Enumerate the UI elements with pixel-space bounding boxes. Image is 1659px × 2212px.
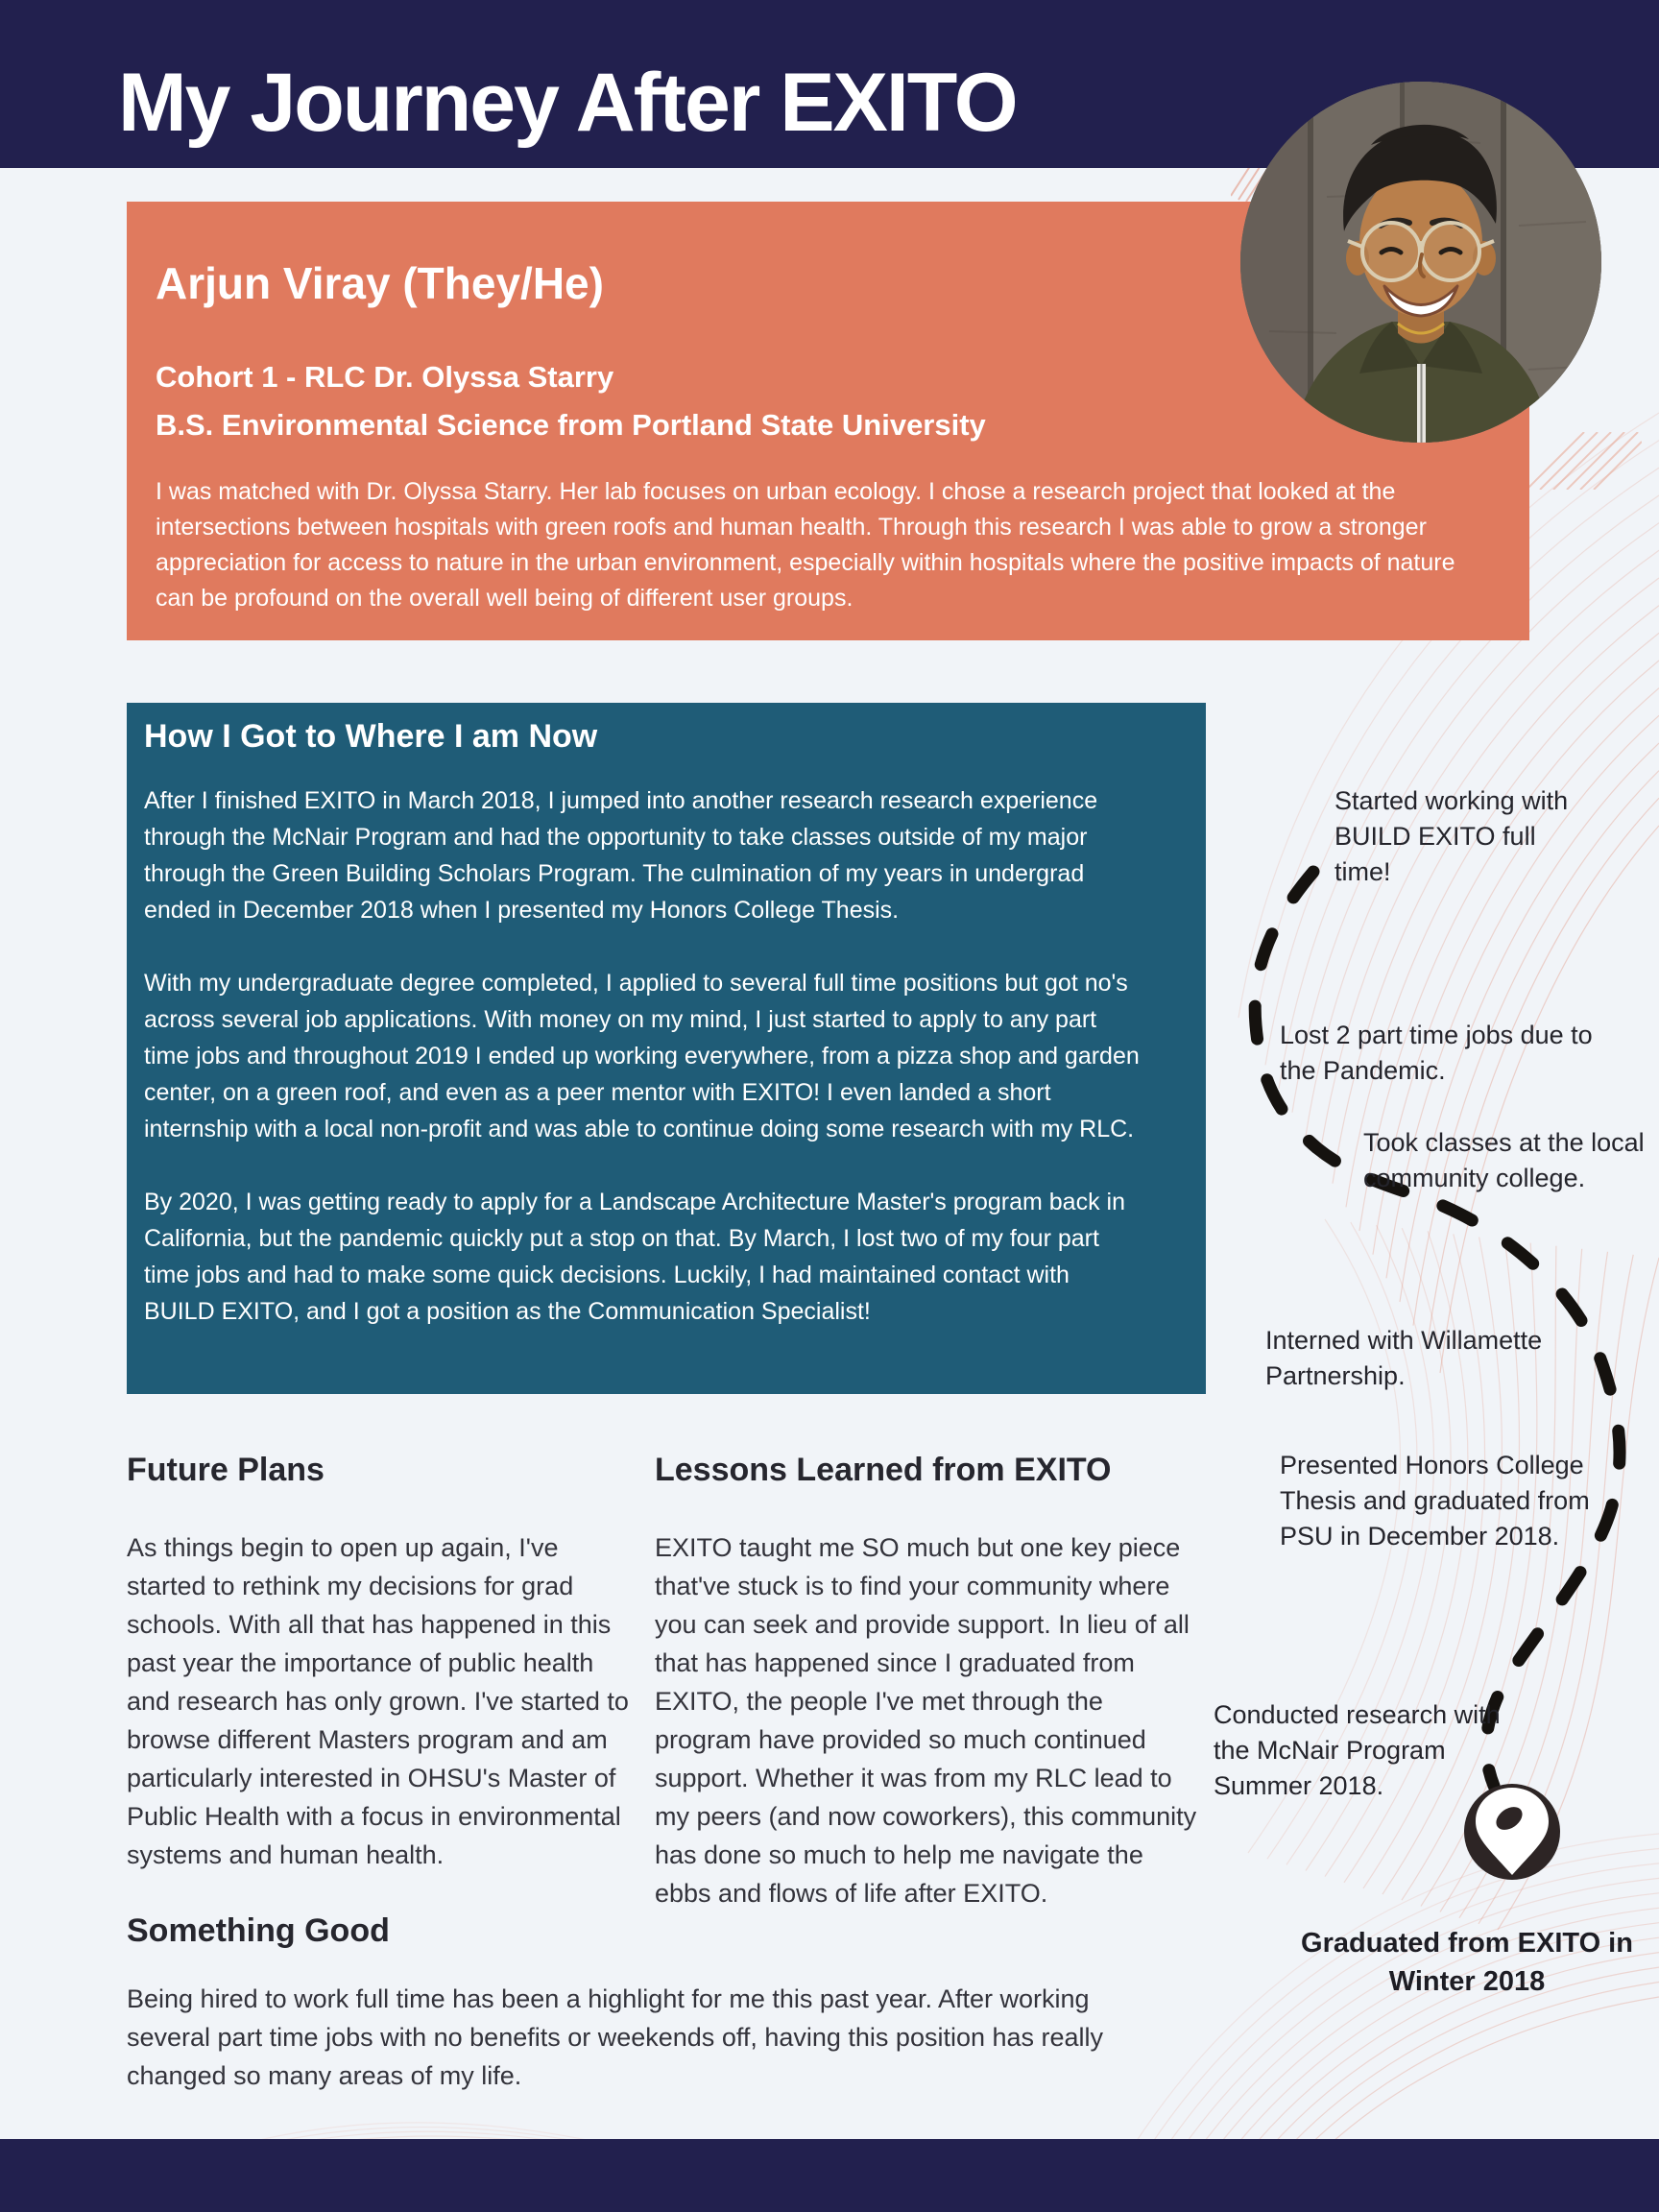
how-section-heading: How I Got to Where I am Now [144, 718, 598, 755]
how-paragraph-1: After I finished EXITO in March 2018, I jumped into another research research experience through the McNair Program and had the opportunity to take classes outside of my major through the Green Building Scholars Program. The culmination of my years in undergrad ended in December 2018 when I presented my Honors College Thesis. [144, 787, 1098, 924]
something-good-body: Being hired to work full time has been a highlight for me this past year. After working several part time jobs with no benefits or weekends off, having this position has really changed so many areas of my life. [127, 1984, 1104, 2090]
milestone-honors-thesis: Presented Honors College Thesis and graduated from PSU in December 2018. [1280, 1451, 1590, 1551]
milestone-graduated-exito: Graduated from EXITO in Winter 2018 [1301, 1928, 1633, 1997]
how-paragraph-2: With my undergraduate degree completed, I applied to several full time positions but got no's across several job applications. With money on my mind, I just started to apply to any part time jobs and throughout 2019 I ended up working everywhere, from a pizza shop and garden center, on a green roof, and even as a peer mentor with EXITO! I even landed a short internship with a local non-profit and was able to continue doing some research with my RLC. [144, 970, 1140, 1142]
lessons-learned-body: EXITO taught me SO much but one key piece that've stuck is to find your community where you can seek and provide support. In lieu of all that has happened since I graduated from EXITO, the people I've met through the program have provided so much continued support. Whether it was from my RLC lead to my peers (and now coworkers), this community has done so much to help me navigate the ebbs and flows of life after EXITO. [655, 1533, 1197, 1908]
milestone-lost-jobs: Lost 2 part time jobs due to the Pandemic. [1280, 1021, 1593, 1085]
how-paragraph-3: By 2020, I was getting ready to apply for a Landscape Architecture Master's program back in California, but the pandemic quickly put a stop on that. By March, I lost two of my four part time jobs and had to make some quick decisions. Luckily, I had maintained contact with BUILD EXITO, and I got a position as the Communication Specialist! [144, 1189, 1125, 1325]
milestone-community-college: Took classes at the local community college. [1363, 1128, 1645, 1192]
portrait-illustration [1240, 82, 1601, 443]
profile-degree-line: B.S. Environmental Science from Portland State University [156, 408, 986, 442]
future-plans-body: As things begin to open up again, I've started to rethink my decisions for grad schools. With all that has happened in this past year the importance of public health and research has only grown. I've started to browse different Masters program and am particularly interested in OHSU's Master of Public Health with a focus in environmental systems and human health. [127, 1533, 629, 1869]
page-title: My Journey After EXITO [118, 57, 1017, 149]
how-section [127, 703, 1206, 1394]
lessons-learned-heading: Lessons Learned from EXITO [655, 1452, 1112, 1488]
diagonal-hatch-decoration-2 [1527, 432, 1642, 490]
profile-name: Arjun Viray (They/He) [156, 258, 604, 308]
profile-photo [1240, 82, 1601, 443]
milestone-build-exito-fulltime: Started working with BUILD EXITO full time! [1334, 786, 1569, 886]
profile-summary: I was matched with Dr. Olyssa Starry. Her lab focuses on urban ecology. I chose a research project that looked at the intersections between hospitals with green roofs and human health. Through this research I was able to grow a stronger appreciation for access to nature in the urban environment, especially within hospitals where the positive impacts of nature can be profound on the overall well being of different user groups. [156, 478, 1455, 612]
something-good-heading: Something Good [127, 1912, 390, 1949]
footer-bar [0, 2139, 1659, 2212]
milestone-mcnair-research: Conducted research with the McNair Program Summer 2018. [1214, 1700, 1501, 1800]
profile-cohort-line: Cohort 1 - RLC Dr. Olyssa Starry [156, 360, 614, 394]
future-plans-heading: Future Plans [127, 1452, 325, 1488]
milestone-willamette-internship: Interned with Willamette Partnership. [1265, 1326, 1543, 1390]
